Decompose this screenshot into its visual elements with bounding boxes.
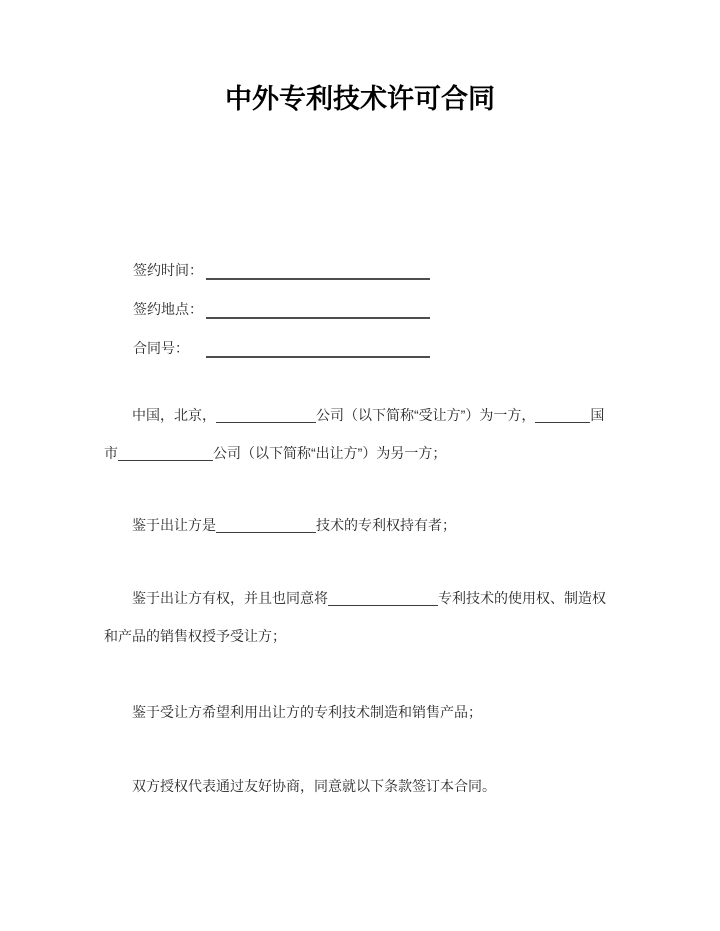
document-title: 中外专利技术许可合同	[225, 84, 495, 114]
contract-paragraph	[104, 396, 604, 472]
fill-in-blank-line[interactable]	[206, 262, 430, 280]
paragraph-text: 鉴于出让方有权，并且也同意将	[132, 590, 328, 606]
meta-row	[133, 250, 430, 289]
fill-in-blank-line[interactable]	[328, 591, 438, 606]
fill-in-blank-line[interactable]	[216, 408, 316, 423]
paragraph-text: 和产品的销售权授予受让方；	[104, 628, 286, 644]
meta-fields	[133, 250, 430, 367]
paragraph-text: 公司（以下简称“受让方”）为一方，	[316, 407, 536, 423]
paragraph-text: 市	[104, 445, 118, 461]
meta-label: 签约时间：	[133, 262, 203, 278]
fill-in-blank-line[interactable]	[206, 301, 430, 319]
paragraph-text: 国	[590, 407, 605, 423]
contract-paragraph	[104, 579, 606, 655]
meta-label: 合同号：	[133, 340, 189, 356]
contract-paragraph	[104, 767, 496, 805]
meta-row	[133, 289, 430, 328]
fill-in-blank-line[interactable]	[206, 340, 430, 358]
paragraph-text: 公司（以下简称“出让方”）为另一方；	[213, 445, 447, 461]
paragraph-text: 专利技术的使用权、制造权	[438, 590, 606, 606]
paragraph-text: 鉴于出让方是	[132, 517, 216, 533]
contract-paragraph	[104, 693, 482, 731]
meta-label: 签约地点：	[133, 301, 203, 317]
contract-paragraph	[104, 506, 456, 544]
meta-row	[133, 328, 430, 367]
fill-in-blank-line[interactable]	[535, 408, 590, 423]
paragraph-text: 鉴于受让方希望利用出让方的专利技术制造和销售产品；	[132, 704, 482, 720]
paragraph-text: 中国，北京，	[132, 407, 216, 423]
fill-in-blank-line[interactable]	[118, 446, 213, 461]
fill-in-blank-line[interactable]	[216, 518, 316, 533]
paragraph-text: 技术的专利权持有者；	[316, 517, 456, 533]
paragraph-text: 双方授权代表通过友好协商，同意就以下条款签订本合同。	[132, 778, 496, 794]
